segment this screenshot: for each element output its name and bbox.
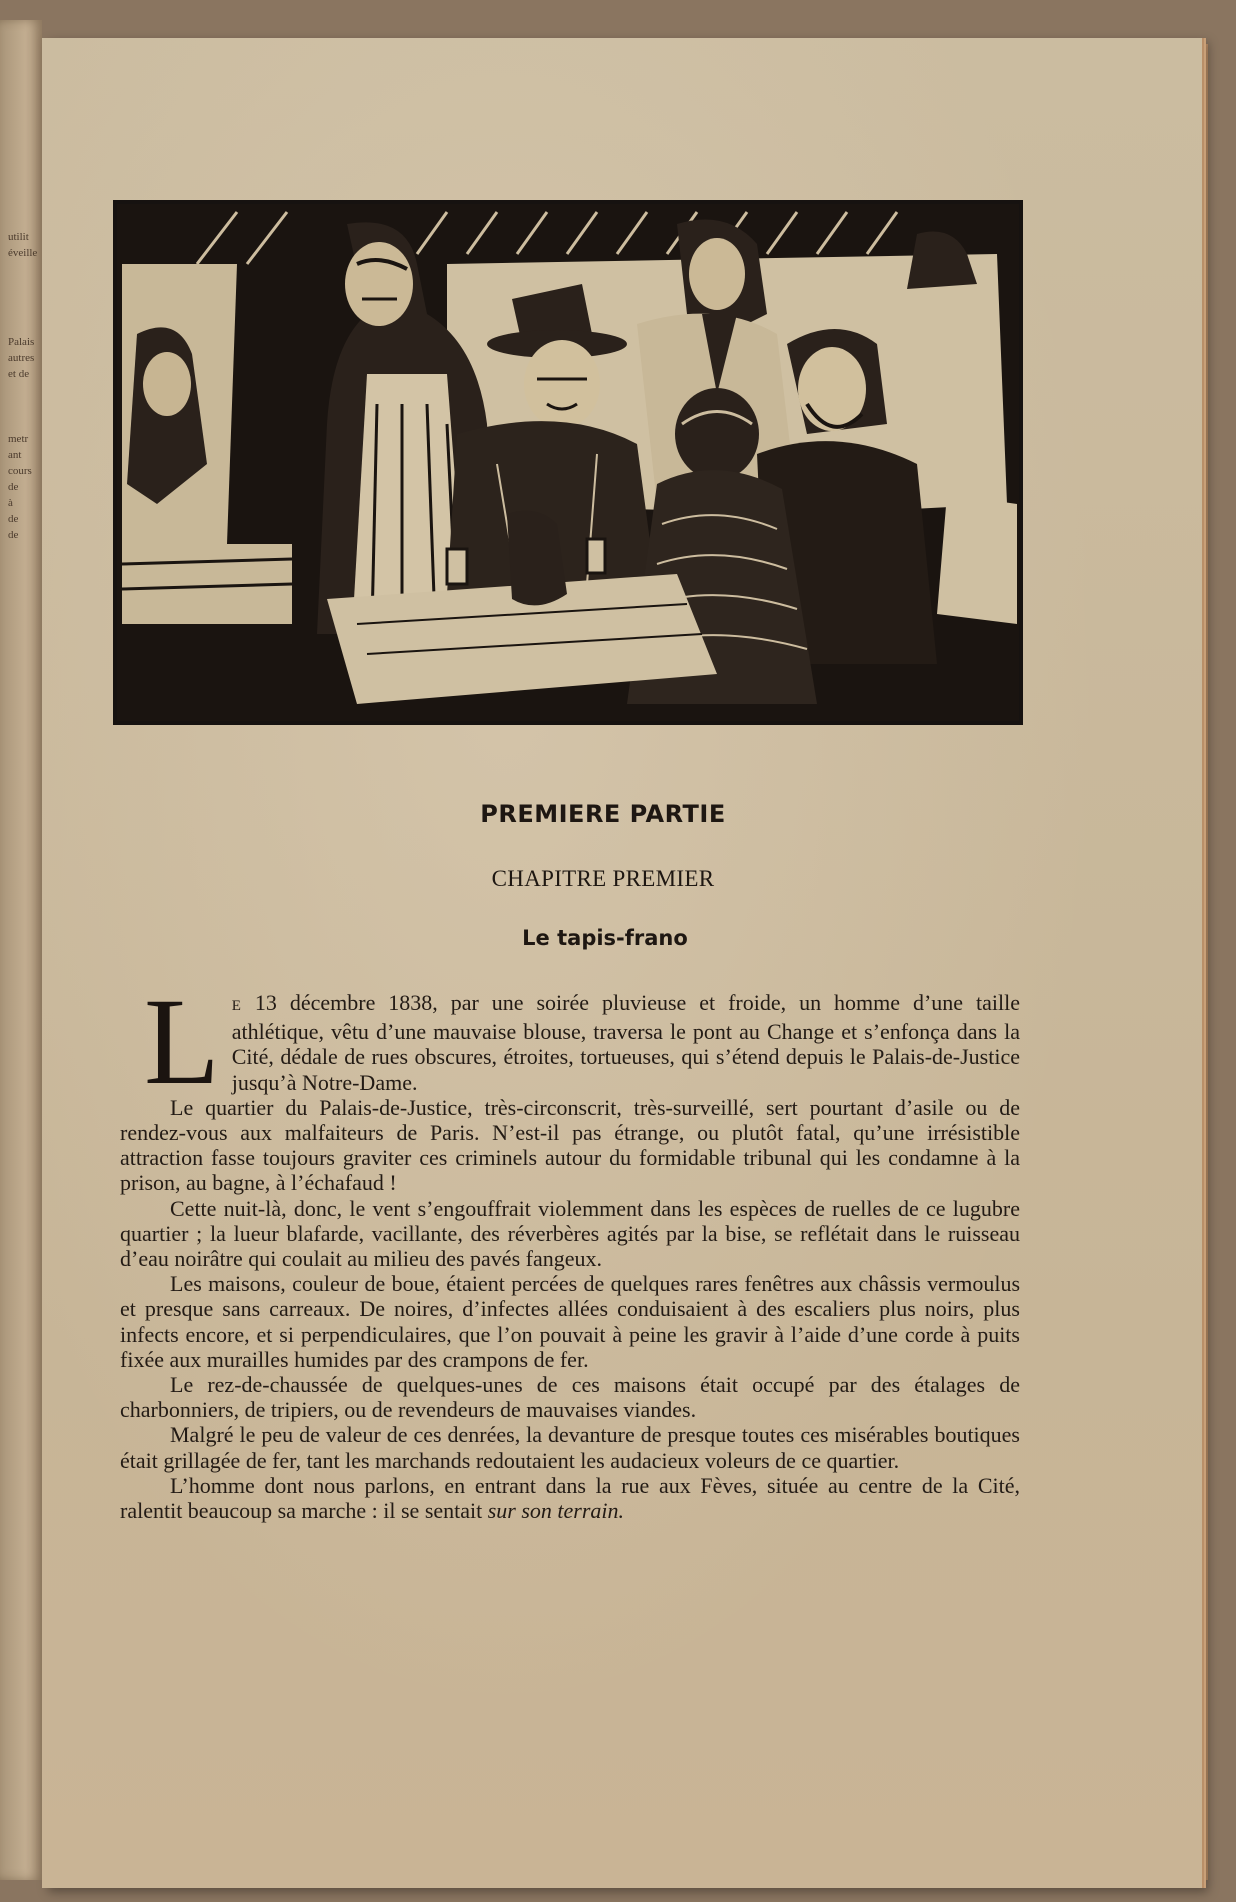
left-page-fragment: autres — [8, 352, 35, 364]
woodcut-tavern-scene-illustration — [113, 200, 1023, 725]
previous-page-edge — [0, 20, 42, 1880]
left-page-fragment: ant — [8, 449, 22, 461]
paragraph — [120, 973, 1020, 1110]
left-page-fragment: utilit — [8, 231, 29, 243]
left-page-fragment: éveille — [8, 247, 38, 259]
paragraph: Le quartier du Palais-de-Justice, très-circonscrit, très-surveillé, sert pourtant d’asile ou de rendez-vous aux malfaiteurs de Paris. N’est-il pas étrange, ou plutôt fatal, qu’une irrésistible attraction fasse toujours graviter ces criminels autour du formidable tribunal qui les condamne à la prison, au bagne, à l’échafaud ! — [120, 1094, 1020, 1196]
italic-phrase: sur son terrain. — [487, 1498, 625, 1524]
part-title: PREMIERE PARTIE — [480, 800, 726, 828]
left-page-fragment: Palais — [8, 336, 35, 348]
left-page-fragment: de — [8, 481, 19, 493]
paragraph: Le rez-de-chaussée de quelques-unes de ces maisons était occupé par des étalages de charbonniers, de tripiers, ou de revendeurs de mauvaises viandes. — [120, 1372, 1020, 1423]
left-page-fragment: et de — [8, 368, 30, 380]
paragraph: Les maisons, couleur de boue, étaient percées de quelques rares fenêtres aux châssis vermoulus et presque sans carreaux. De noires, d’infectes allées conduisaient à des escaliers plus noirs, plus infects encore, et si perpendiculaires, que l’on pouvait à peine les gravir à l’aide d’une corde à puits fixée aux murailles humides par des crampons de fer. — [120, 1271, 1020, 1372]
left-page-fragment: de — [8, 529, 19, 541]
section-title: Le tapis-frano — [522, 926, 688, 950]
left-page-fragment: cours — [8, 465, 32, 477]
paragraph-text: L’homme dont nous parlons, en entrant dans la rue aux Fèves, située au centre de la Cité, ralentit beaucoup sa marche : il se sentait — [120, 1472, 1020, 1524]
paragraph-text: 13 décembre 1838, par une soirée pluvieuse et froide, un homme d’une taille athlétique, vêtu d’une mauvaise blouse, traversa le pont au Change et s’enfonça dans la Cité, dédale de rues obscures, étroites, tortueuses, qui s’étend depuis le Palais-de-Justice jusqu’à Notre-Dame. — [231, 990, 1020, 1095]
chapter-body — [120, 973, 1020, 1524]
dropcap: L — [144, 973, 220, 1110]
woodcut-image — [117, 204, 1019, 721]
small-cap: E — [231, 998, 242, 1014]
left-page-fragment: à — [8, 497, 13, 509]
paragraph: Cette nuit-là, donc, le vent s’engouffrait violemment dans les espèces de ruelles de ce lugubre quartier ; la lueur blafarde, vacillante, des réverbères agités par la bise, se reflétait dans le ruisseau d’eau noirâtre qui coulait au milieu des pavés fangeux. — [120, 1195, 1020, 1272]
chapter-title: CHAPITRE PREMIER — [491, 866, 715, 891]
paragraph — [120, 1473, 1020, 1523]
paragraph: Malgré le peu de valeur de ces denrées, la devanture de presque toutes ces misérables boutiques était grillagée de fer, tant les marchands redoutaient les audacieux voleurs de ce quartier. — [120, 1422, 1020, 1473]
left-page-fragment: de — [8, 513, 19, 525]
left-page-fragment: metr — [8, 433, 29, 445]
